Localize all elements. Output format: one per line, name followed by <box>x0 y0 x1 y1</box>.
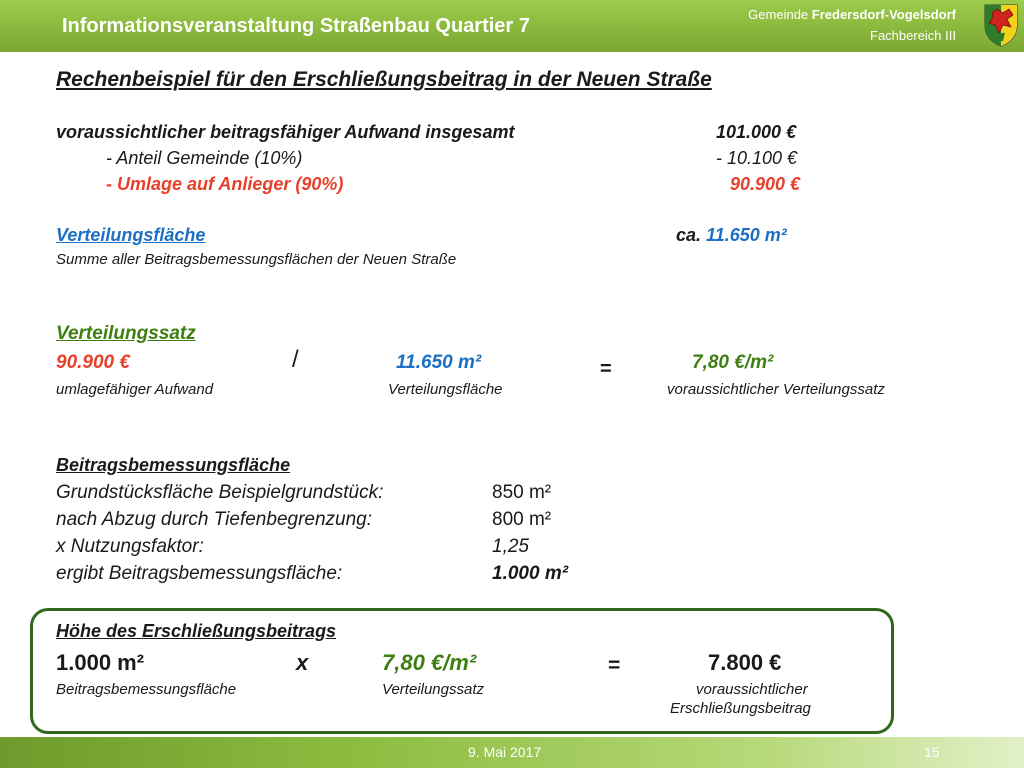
rate-numerator: 90.900 € <box>56 352 130 373</box>
assessment-row-label: ergibt Beitragsbemessungsfläche: <box>56 563 343 584</box>
contribution-label: Höhe des Erschließungsbeitrags <box>56 621 337 641</box>
assessment-row-label: x Nutzungsfaktor: <box>56 536 204 557</box>
footer-date: 9. Mai 2017 <box>468 744 542 760</box>
assessment-area-label: Beitragsbemessungsfläche <box>56 455 291 475</box>
contribution-result-caption-line1: voraussichtlicher <box>696 681 808 698</box>
rate-numerator-caption: umlagefähiger Aufwand <box>56 381 214 398</box>
rate-divider: / <box>292 346 299 373</box>
distribution-area-value <box>676 225 787 246</box>
assessment-row-label: nach Abzug durch Tiefenbegrenzung: <box>56 509 373 530</box>
contribution-equals-sign: = <box>608 654 621 677</box>
distribution-area-prefix: ca. <box>676 225 702 245</box>
distribution-area-note: Summe aller Beitragsbemessungsflächen der Neuen Straße <box>56 251 457 268</box>
assessment-row-label: Grundstücksfläche Beispielgrundstück: <box>56 482 384 503</box>
municipality-share-label: - Anteil Gemeinde (10%) <box>106 148 303 168</box>
resident-share-label: - Umlage auf Anlieger (90%) <box>106 174 344 194</box>
contribution-times-sign: x <box>296 650 309 675</box>
department-name: Fachbereich III <box>870 28 956 43</box>
total-cost-value: 101.000 € <box>716 122 797 142</box>
rate-result: 7,80 €/m² <box>692 352 774 373</box>
page-number: 15 <box>924 744 940 760</box>
rate-denominator-caption: Verteilungsfläche <box>388 381 503 398</box>
rate-equals-sign: = <box>600 358 612 380</box>
assessment-row-value: 850 m² <box>492 482 552 503</box>
rate-denominator: 11.650 m² <box>396 352 482 373</box>
assessment-row-value: 1.000 m² <box>492 563 569 584</box>
contribution-area-caption: Beitragsbemessungsfläche <box>56 681 237 698</box>
contribution-area: 1.000 m² <box>56 650 145 675</box>
distribution-area-amount: 11.650 m² <box>706 225 787 245</box>
total-cost-label: voraussichtlicher beitragsfähiger Aufwand insgesamt <box>56 122 515 142</box>
resident-share-value: 90.900 € <box>730 174 801 194</box>
contribution-rate-caption: Verteilungssatz <box>382 681 484 698</box>
distribution-area-label: Verteilungsfläche <box>56 225 206 245</box>
presentation-title: Informationsveranstaltung Straßenbau Quartier 7 <box>62 15 530 37</box>
contribution-rate: 7,80 €/m² <box>382 650 477 675</box>
contribution-result: 7.800 € <box>708 650 782 675</box>
organization-main-name: Fredersdorf-Vogelsdorf <box>811 7 956 22</box>
rate-result-caption: voraussichtlicher Verteilungssatz <box>667 381 885 398</box>
municipal-coat-of-arms-icon <box>983 3 1019 47</box>
distribution-rate-label: Verteilungssatz <box>56 323 196 344</box>
assessment-row-value: 1,25 <box>492 536 529 557</box>
organization-prefix: Gemeinde <box>748 7 809 22</box>
assessment-row-value: 800 m² <box>492 509 552 530</box>
municipality-share-value: - 10.100 € <box>716 148 798 168</box>
contribution-result-caption-line2: Erschließungsbeitrag <box>670 700 811 717</box>
slide-heading: Rechenbeispiel für den Erschließungsbeitrag in der Neuen Straße <box>56 68 712 91</box>
organization-name <box>748 7 956 22</box>
